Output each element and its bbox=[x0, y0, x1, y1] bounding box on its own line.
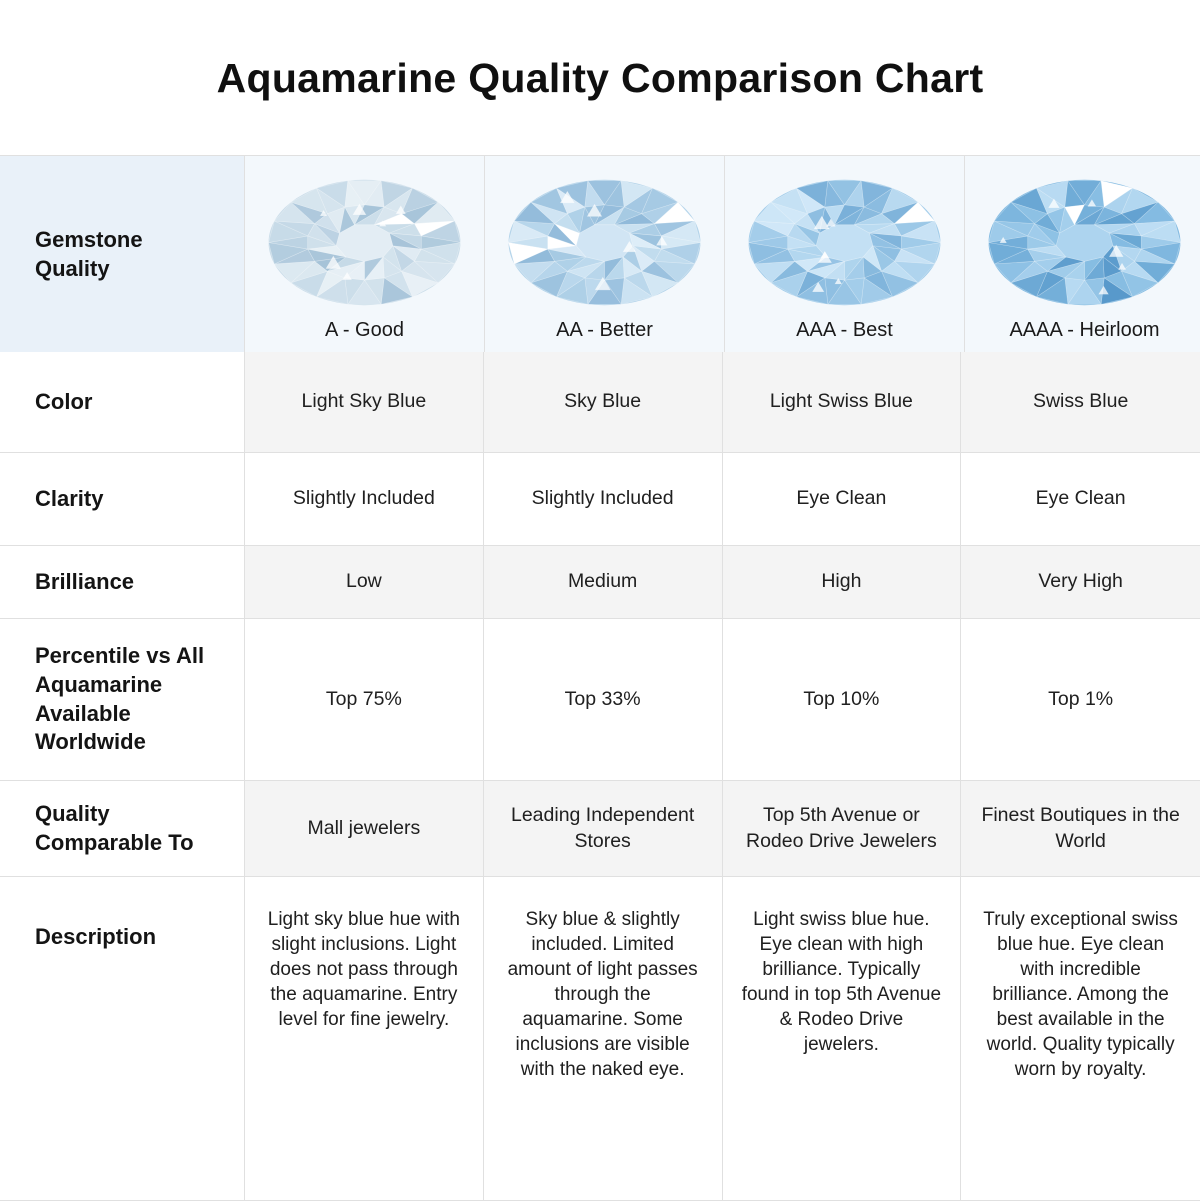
description-value: Truly exceptional swiss blue hue. Eye clean with incredible brilliance. Among the best available in the world. Quality typically worn by royalty. bbox=[983, 909, 1178, 1081]
percentile-value: Top 33% bbox=[484, 619, 723, 780]
table-row-quality-comparable bbox=[0, 781, 1200, 877]
table-header-row bbox=[0, 156, 1200, 352]
row-label-color: Color bbox=[0, 352, 245, 452]
color-value: Light Sky Blue bbox=[245, 352, 484, 452]
percentile-value: Top 1% bbox=[1048, 687, 1114, 710]
color-value: Light Swiss Blue bbox=[723, 352, 962, 452]
grade-column-aaa-best bbox=[725, 156, 965, 353]
row-label-brilliance: Brilliance bbox=[0, 546, 245, 618]
percentile-value: Top 10% bbox=[723, 619, 962, 780]
grade-label: AAAA - Heirloom bbox=[1009, 319, 1160, 341]
row-label-percentile: Percentile vs All Aquamarine Available Worldwide bbox=[0, 619, 245, 780]
quality-comparable-value: Leading Independent Stores bbox=[484, 781, 723, 876]
description-value: Light sky blue hue with slight inclusions. Light does not pass through the aquamarine. Entry level for fine jewelry. bbox=[245, 877, 484, 1200]
page-title: Aquamarine Quality Comparison Chart bbox=[216, 55, 984, 101]
table-row-description bbox=[0, 877, 1200, 1201]
brilliance-value: Very High bbox=[961, 546, 1200, 618]
color-value: Sky Blue bbox=[484, 352, 723, 452]
grade-label: AAA - Best bbox=[796, 319, 893, 341]
quality-comparable-value: Top 5th Avenue or Rodeo Drive Jewelers bbox=[723, 781, 962, 876]
aquamarine-gem-image bbox=[502, 176, 707, 309]
brilliance-value: Medium bbox=[484, 546, 723, 618]
comparison-table bbox=[0, 155, 1200, 1201]
clarity-value: Eye Clean bbox=[723, 453, 962, 545]
row-label-clarity: Clarity bbox=[0, 453, 245, 545]
clarity-value: Eye Clean bbox=[1035, 487, 1126, 510]
table-row-percentile bbox=[0, 619, 1200, 781]
description-value: Sky blue & slightly included. Limited amount of light passes through the aquamarine. Some inclusions are visible with the naked eye. bbox=[484, 877, 723, 1200]
grade-column-a-good bbox=[245, 156, 485, 353]
clarity-value: Slightly Included bbox=[245, 453, 484, 545]
grade-column-aa-better bbox=[485, 156, 725, 353]
grade-column-aaaa-heirloom bbox=[965, 156, 1200, 353]
aquamarine-gem-image bbox=[262, 176, 467, 309]
row-label-description: Description bbox=[0, 877, 245, 1200]
aquamarine-gem-image bbox=[742, 176, 947, 309]
grade-label: A - Good bbox=[325, 319, 404, 341]
table-row-clarity bbox=[0, 453, 1200, 546]
brilliance-value: High bbox=[723, 546, 962, 618]
quality-comparable-value: Mall jewelers bbox=[245, 781, 484, 876]
quality-comparable-value: Finest Boutiques in the World bbox=[961, 781, 1200, 876]
brilliance-value: Low bbox=[245, 546, 484, 618]
table-row-brilliance bbox=[0, 546, 1200, 619]
row-label-gemstone-quality: Gemstone Quality bbox=[0, 156, 245, 353]
clarity-value: Slightly Included bbox=[484, 453, 723, 545]
table-row-color bbox=[0, 352, 1200, 453]
color-value: Swiss Blue bbox=[961, 352, 1200, 452]
row-label-quality-comparable: Quality Comparable To bbox=[0, 781, 245, 876]
grade-label: AA - Better bbox=[556, 319, 653, 341]
aquamarine-gem-image bbox=[982, 176, 1187, 309]
description-value: Light swiss blue hue. Eye clean with high brilliance. Typically found in top 5th Avenue & Rodeo Drive jewelers. bbox=[723, 877, 962, 1200]
percentile-value: Top 75% bbox=[245, 619, 484, 780]
